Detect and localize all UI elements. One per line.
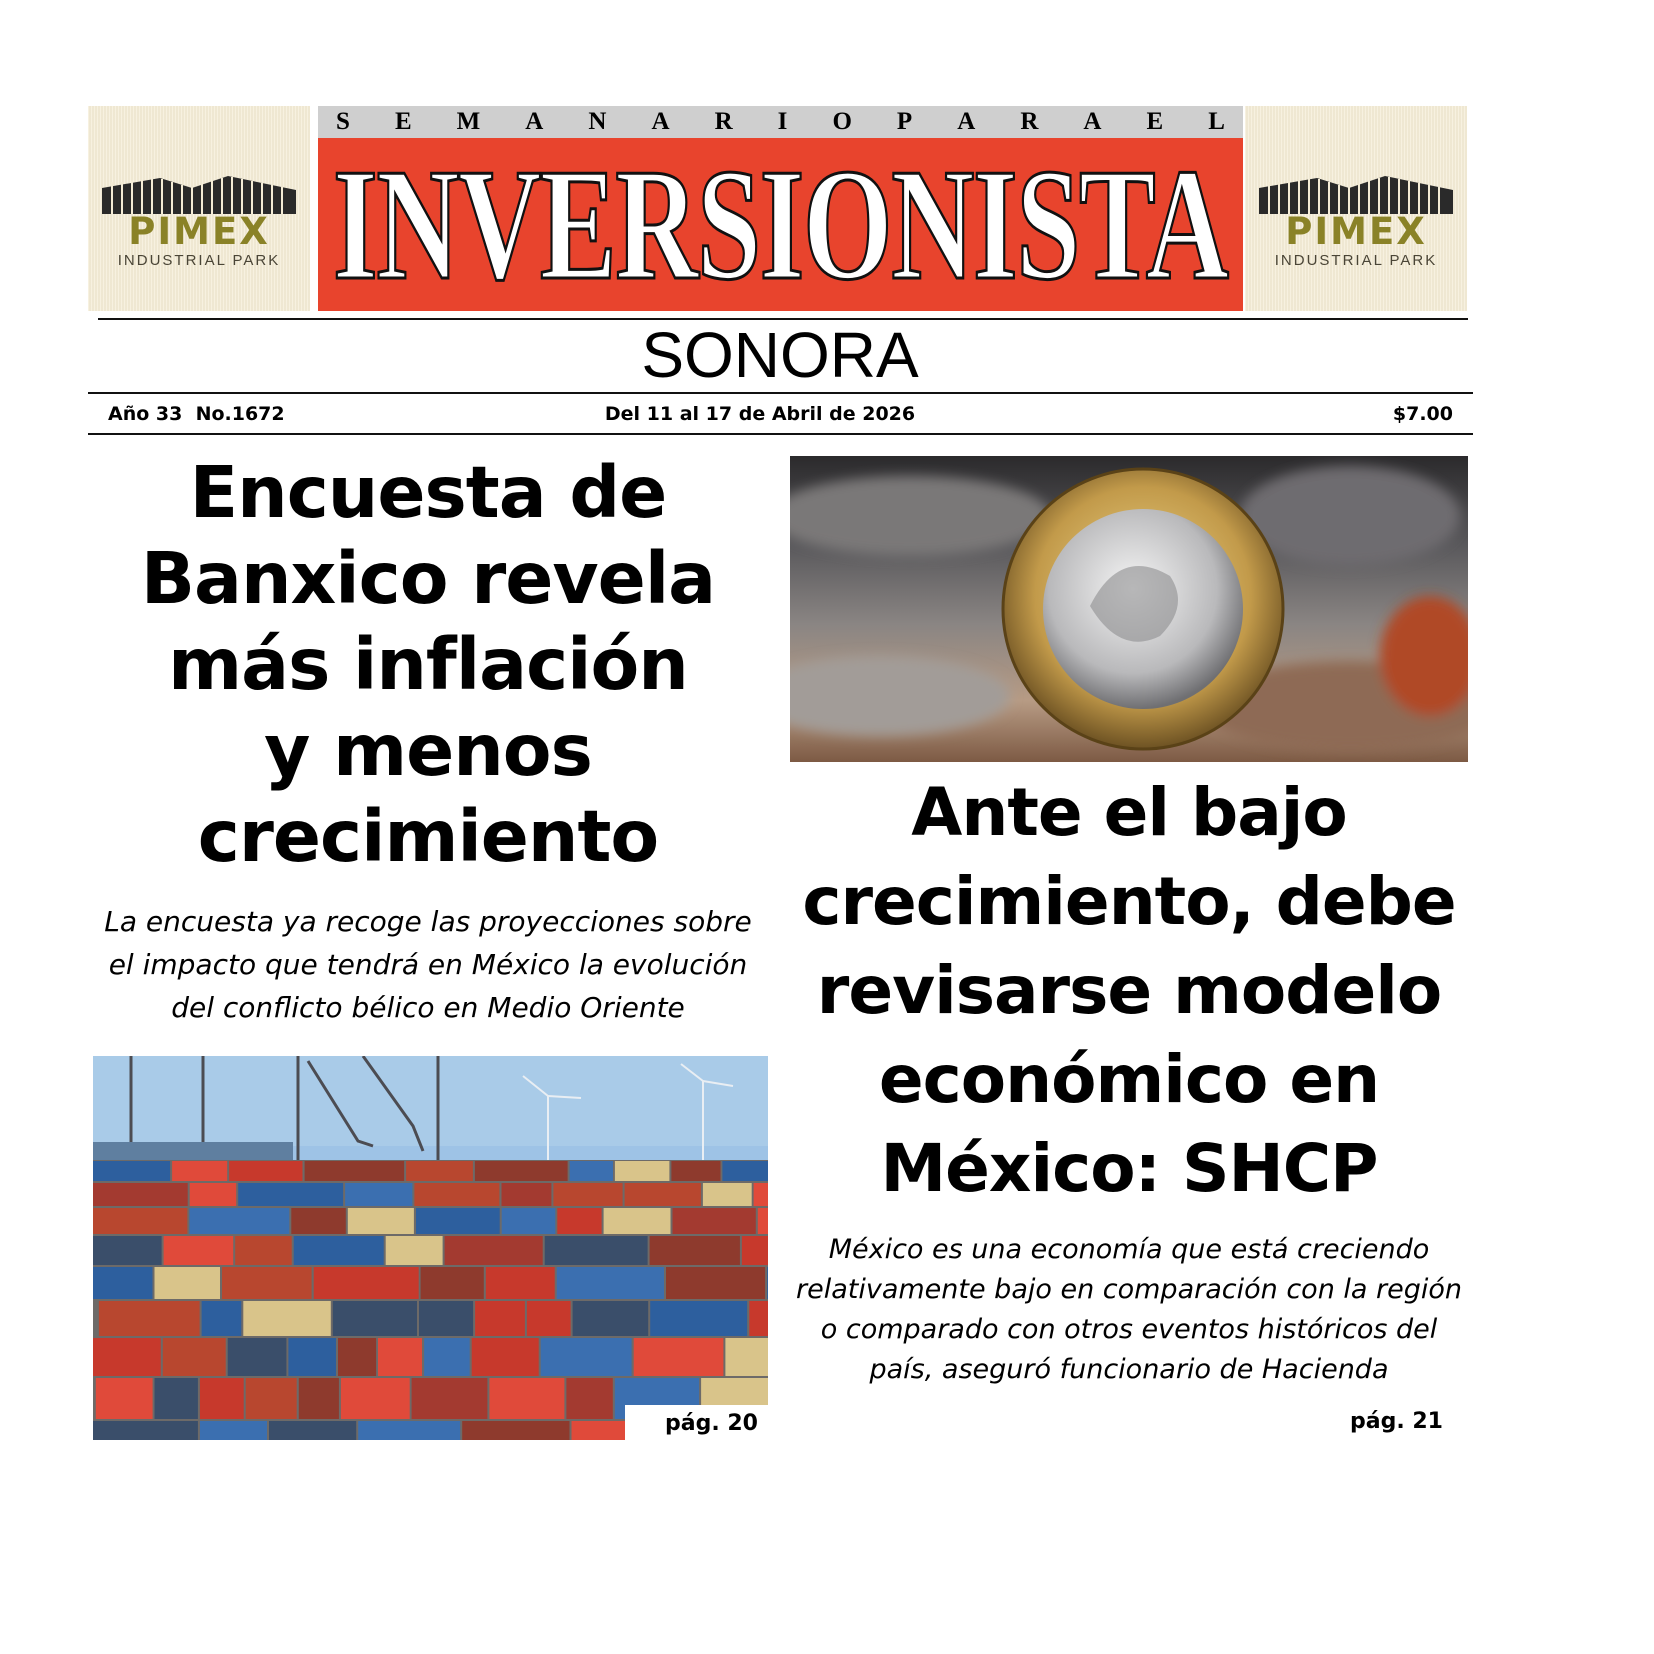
shipping-container (412, 1378, 488, 1419)
shipping-container (424, 1338, 470, 1376)
mexican-coin-photo[interactable] (790, 456, 1468, 762)
warehouse-logo-icon (1257, 164, 1455, 216)
shipping-container (222, 1267, 312, 1299)
tagline-letter: R (1020, 108, 1039, 135)
shipping-container (96, 1378, 153, 1419)
deck-line: país, aseguró funcionario de Hacienda (869, 1354, 1389, 1385)
shipping-container (93, 1208, 187, 1234)
deck-line: relativamente bajo en comparación con la región (796, 1274, 1462, 1305)
lead-deck (88, 900, 768, 1029)
shipping-container (155, 1378, 198, 1419)
shipping-container (378, 1338, 422, 1376)
tagline-letter: A (651, 108, 670, 135)
shipping-container (172, 1161, 227, 1181)
shipping-container (406, 1161, 473, 1181)
shipping-container (200, 1421, 267, 1440)
tagline-letter: L (1208, 108, 1225, 135)
shipping-container (294, 1236, 384, 1265)
shipping-container (243, 1301, 330, 1336)
tagline-letter: A (1083, 108, 1102, 135)
shipping-container (314, 1267, 419, 1299)
shipping-container (557, 1208, 601, 1234)
tagline-letter: E (394, 108, 412, 135)
shipping-container (545, 1236, 648, 1265)
shipping-container (673, 1208, 756, 1234)
shipping-container (502, 1208, 556, 1234)
shipping-container (634, 1338, 724, 1376)
shipping-container (767, 1267, 768, 1299)
shipping-container (615, 1161, 670, 1181)
shipping-container (93, 1267, 153, 1299)
lead-headline[interactable] (88, 450, 768, 880)
issue-volume: Año 33 No.1672 (108, 403, 285, 425)
shipping-container (93, 1183, 188, 1206)
newspaper-nameplate (318, 138, 1243, 311)
shipping-container (235, 1236, 292, 1265)
shipping-container (163, 1338, 226, 1376)
headline-line: económico en (878, 1041, 1380, 1118)
deck-line: o comparado con otros eventos históricos del (820, 1314, 1438, 1345)
shipping-container (566, 1378, 612, 1419)
shipping-container (625, 1183, 701, 1206)
tagline-letter: A (957, 108, 976, 135)
tagline-letter: P (896, 108, 913, 135)
shipping-container (93, 1161, 170, 1181)
shipping-container (291, 1208, 346, 1234)
issue-dates: Del 11 al 17 de Abril de 2026 (604, 403, 916, 425)
shipping-container (754, 1183, 768, 1206)
shipping-container (299, 1378, 339, 1419)
masthead-tagline (318, 106, 1243, 138)
warehouse-logo-icon (100, 164, 298, 216)
tagline-letter: M (456, 108, 481, 135)
second-headline[interactable] (790, 768, 1468, 1213)
headline-line: Banxico revela (140, 537, 716, 620)
shipping-container (557, 1267, 664, 1299)
second-deck (790, 1230, 1468, 1390)
headline-line: y menos (264, 709, 592, 792)
shipping-container (722, 1161, 768, 1181)
shipping-container (475, 1301, 525, 1336)
shipping-container (345, 1183, 412, 1206)
shipping-container (305, 1161, 405, 1181)
tagline-letter: S (336, 108, 350, 135)
shipping-container (489, 1378, 564, 1419)
shipping-container (338, 1338, 376, 1376)
shipping-container (475, 1161, 568, 1181)
ad-brand: PIMEX (128, 210, 270, 253)
shipping-container (229, 1161, 302, 1181)
shipping-container (93, 1236, 162, 1265)
ad-subtitle: INDUSTRIAL PARK (1274, 252, 1438, 269)
headline-line: Ante el bajo (911, 774, 1347, 851)
shipping-container (666, 1267, 765, 1299)
shipping-containers-photo[interactable] (93, 1056, 768, 1440)
newspaper-title: INVERSIONISTA (333, 138, 1228, 311)
shipping-container (358, 1421, 460, 1440)
shipping-container (445, 1236, 543, 1265)
tagline-letter: N (588, 108, 607, 135)
shipping-container (189, 1208, 289, 1234)
shipping-container (99, 1301, 200, 1336)
shipping-container (228, 1338, 287, 1376)
tagline-letter: E (1146, 108, 1164, 135)
shipping-container (650, 1236, 740, 1265)
masthead-rule-bottom (88, 433, 1473, 435)
deck-line: México es una economía que está creciendo (828, 1234, 1430, 1265)
port-illustration (93, 1056, 768, 1440)
shipping-container (419, 1301, 473, 1336)
shipping-container (416, 1208, 500, 1234)
shipping-container (155, 1267, 221, 1299)
shipping-container (486, 1267, 555, 1299)
shipping-container (202, 1301, 242, 1336)
shipping-container (246, 1378, 297, 1419)
shipping-container (671, 1161, 720, 1181)
shipping-container (341, 1378, 410, 1419)
shipping-container (541, 1338, 632, 1376)
lead-page-reference[interactable] (625, 1405, 768, 1440)
shipping-container (414, 1183, 499, 1206)
shipping-container (725, 1338, 768, 1376)
second-page-reference[interactable] (1350, 1409, 1443, 1434)
advertisement-right[interactable] (1245, 106, 1467, 311)
headline-line: México: SHCP (880, 1130, 1378, 1207)
tagline-letter: A (525, 108, 544, 135)
shipping-container (472, 1338, 539, 1376)
deck-line: La encuesta ya recoge las proyecciones sobre (104, 905, 752, 938)
headline-line: más inflación (168, 623, 688, 706)
shipping-container (386, 1236, 443, 1265)
headline-line: revisarse modelo (816, 952, 1442, 1029)
shipping-container (93, 1421, 198, 1440)
deck-line: del conflicto bélico en Medio Oriente (171, 991, 685, 1024)
advertisement-left[interactable] (88, 106, 310, 311)
shipping-container (650, 1301, 747, 1336)
shipping-container (573, 1301, 649, 1336)
page-number: pág. 21 (1350, 1409, 1443, 1434)
tagline-letter: O (832, 108, 852, 135)
shipping-container (200, 1378, 244, 1419)
shipping-container (164, 1236, 234, 1265)
shipping-container (604, 1208, 671, 1234)
ad-subtitle: INDUSTRIAL PARK (117, 252, 281, 269)
shipping-container (421, 1267, 484, 1299)
headline-line: crecimiento (197, 795, 659, 878)
shipping-container (749, 1301, 768, 1336)
shipping-container (288, 1338, 336, 1376)
shipping-container (190, 1183, 237, 1206)
tagline-letter: I (777, 108, 788, 135)
shipping-container (570, 1161, 613, 1181)
shipping-container (553, 1183, 622, 1206)
coin-illustration (790, 456, 1468, 762)
deck-line: el impacto que tendrá en México la evolución (108, 948, 748, 981)
shipping-container (527, 1301, 571, 1336)
page-number: pág. 20 (665, 1411, 758, 1436)
issue-price: $7.00 (1392, 403, 1453, 425)
shipping-container (93, 1338, 161, 1376)
shipping-container (502, 1183, 552, 1206)
shipping-container (703, 1183, 752, 1206)
shipping-container (333, 1301, 417, 1336)
shipping-container (348, 1208, 414, 1234)
shipping-container (758, 1208, 768, 1234)
tagline-letter: R (714, 108, 733, 135)
shipping-container (462, 1421, 569, 1440)
masthead-rule-middle (88, 392, 1473, 394)
shipping-container (238, 1183, 343, 1206)
headline-line: Encuesta de (189, 451, 667, 534)
shipping-container (742, 1236, 768, 1265)
headline-line: crecimiento, debe (802, 863, 1456, 940)
region-title: SONORA (641, 319, 919, 391)
ad-brand: PIMEX (1285, 210, 1427, 253)
shipping-container (269, 1421, 356, 1440)
